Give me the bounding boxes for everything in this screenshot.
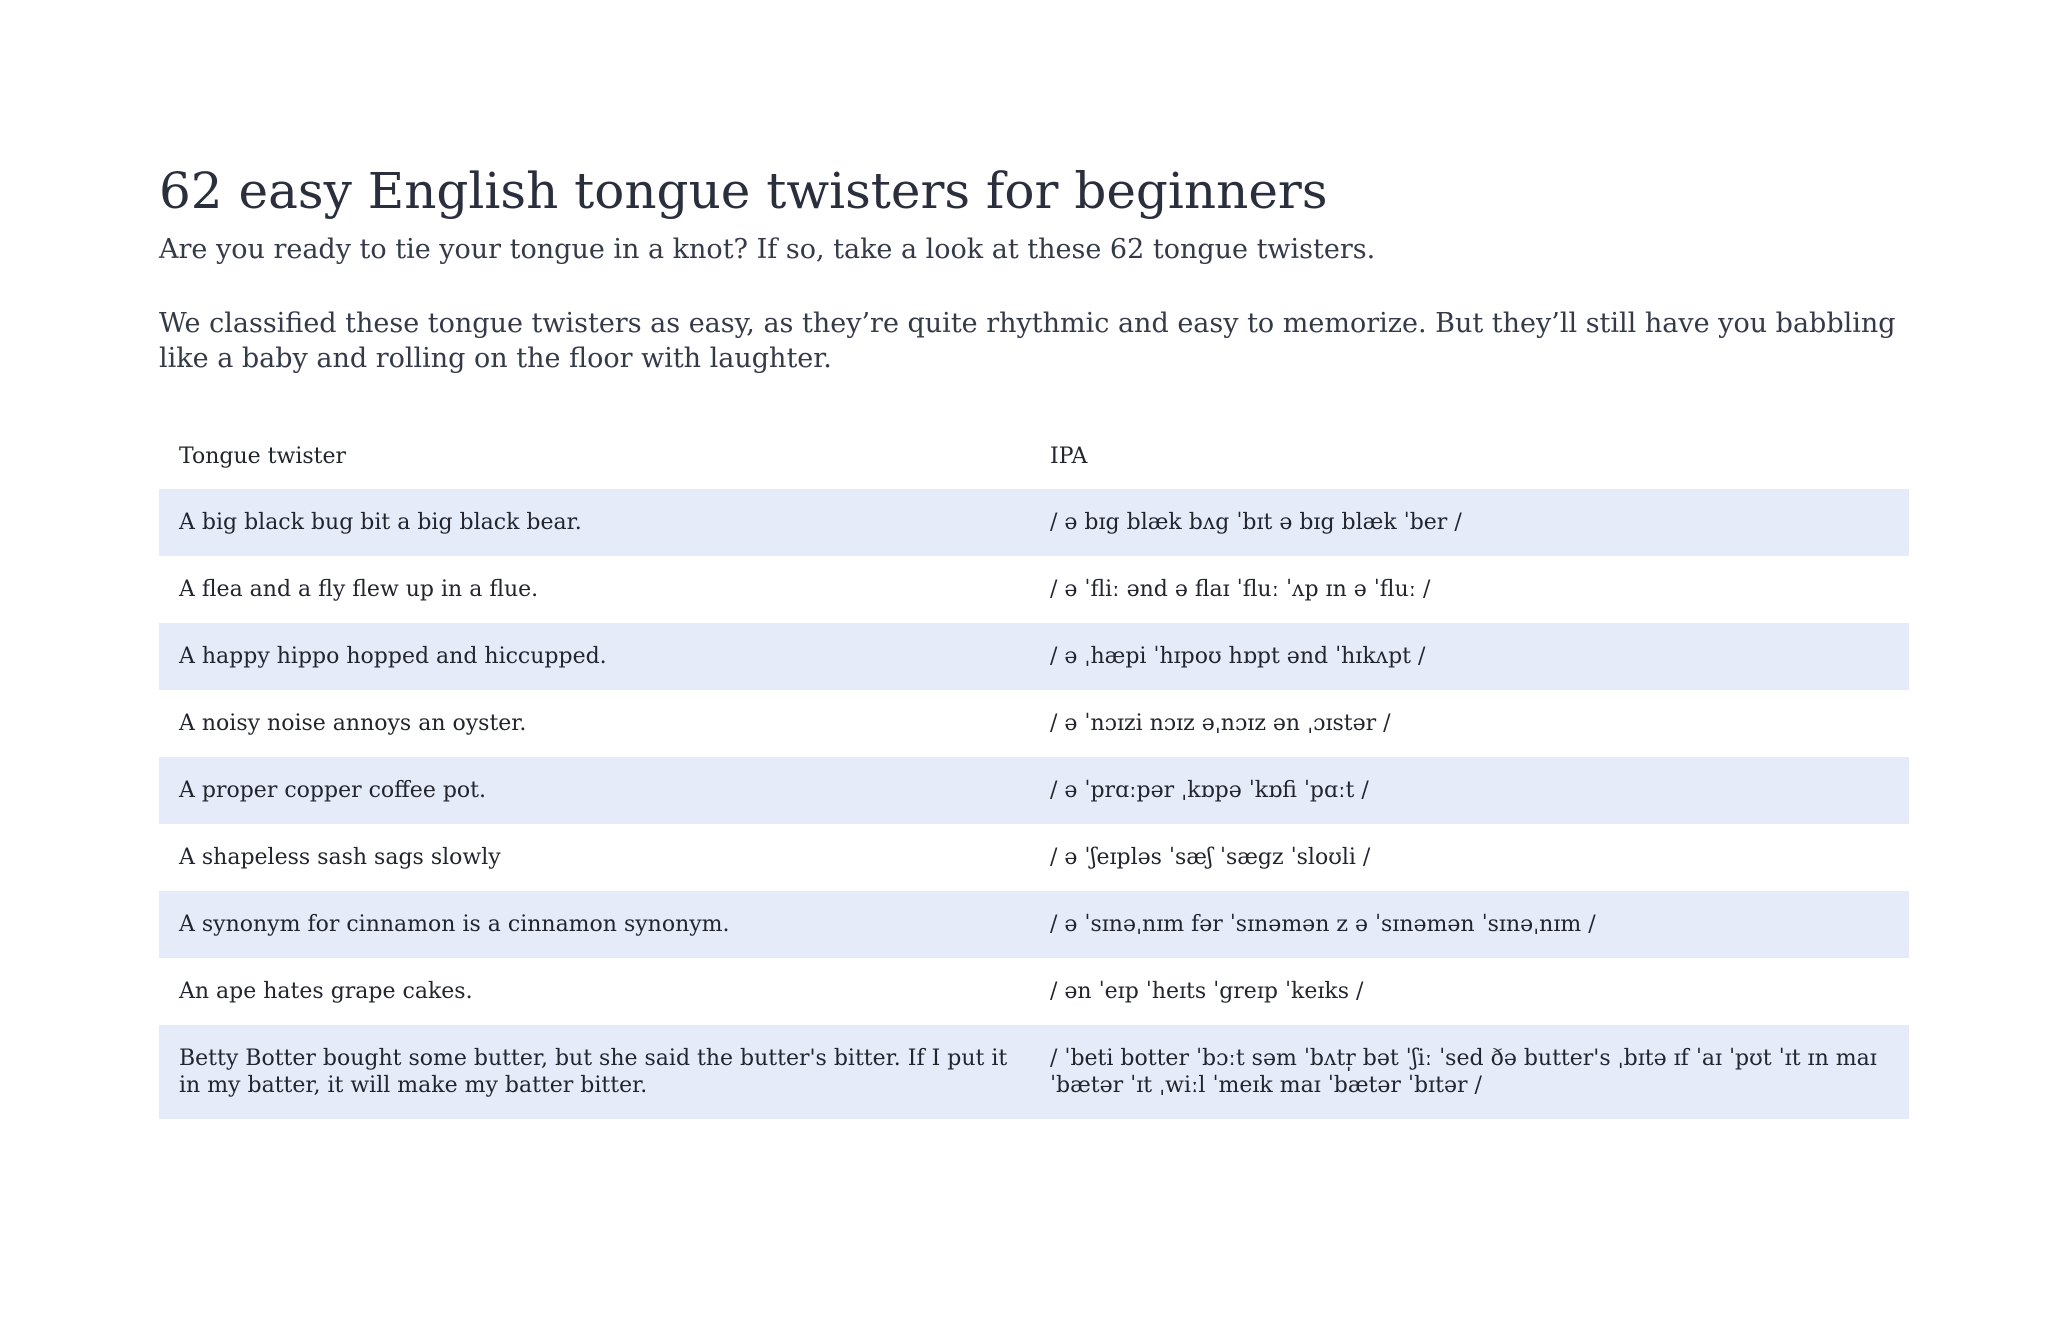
twister-cell: A shapeless sash sags slowly xyxy=(179,845,501,870)
page-title: 62 easy English tongue twisters for beginners xyxy=(159,162,1328,220)
ipa-cell: / ə ˈsɪnəˌnɪm fər ˈsɪnəmən z ə ˈsɪnəmən ˈsɪnəˌnɪm / xyxy=(1050,912,1596,937)
ipa-cell: / ə ˈnɔɪzi nɔɪz əˌnɔɪz ən ˌɔɪstər / xyxy=(1050,711,1391,736)
ipa-cell: / ə ˈprɑːpər ˌkɒpə ˈkɒfi ˈpɑːt / xyxy=(1050,778,1369,803)
ipa-cell: / ə ˈʃeɪpləs ˈsæʃ ˈsægz ˈsloʊli / xyxy=(1050,845,1371,870)
article xyxy=(159,160,1909,415)
table-row xyxy=(159,757,1909,824)
table-row xyxy=(159,891,1909,958)
twister-cell: An ape hates grape cakes. xyxy=(179,979,473,1004)
intro-paragraph: We classified these tongue twisters as easy, as they’re quite rhythmic and easy to memorize. But they’ll still have you babbling like a baby and rolling on the floor with laughter. xyxy=(159,308,1896,374)
ipa-cell: / ə ˌhæpi ˈhɪpoʊ hɒpt ənd ˈhɪkʌpt / xyxy=(1050,644,1426,669)
column-header-ipa: IPA xyxy=(1050,443,1088,469)
twister-cell: A big black bug bit a big black bear. xyxy=(179,510,582,535)
ipa-cell: / ə ˈfliː ənd ə flaɪ ˈfluː ˈʌp ɪn ə ˈfluː / xyxy=(1050,577,1431,602)
intro-paragraph: Are you ready to tie your tongue in a knot? If so, take a look at these 62 tongue twisters. xyxy=(159,234,1376,265)
ipa-cell: / ˈbeti botter ˈbɔːt səm ˈbʌtr̩ bət ˈʃiː ˈsed ðə butter's ˌbɪtə ɪf ˈaɪ ˈpʊt ˈɪt ɪn maɪ ˈbætər ˈɪt ˌwiːl ˈmeɪk maɪ ˈbætər ˈbɪtər / xyxy=(1050,1046,1877,1098)
column-header-tongue-twister: Tongue twister xyxy=(179,443,347,469)
table-row xyxy=(159,958,1909,1025)
table-row xyxy=(159,690,1909,757)
table-row xyxy=(159,556,1909,623)
twister-cell: A proper copper coffee pot. xyxy=(179,778,486,803)
table-row xyxy=(159,623,1909,690)
twister-cell: Betty Botter bought some butter, but she said the butter's bitter. If I put it in my batter, it will make my batter bitter. xyxy=(179,1046,1008,1098)
twister-cell: A flea and a fly flew up in a flue. xyxy=(179,577,539,602)
table-row xyxy=(159,489,1909,556)
tongue-twister-table xyxy=(159,423,1909,1119)
twister-cell: A happy hippo hopped and hiccupped. xyxy=(179,644,607,669)
twister-cell: A noisy noise annoys an oyster. xyxy=(179,711,527,736)
ipa-cell: / ə bɪg blæk bʌg ˈbɪt ə bɪg blæk ˈber / xyxy=(1050,510,1462,535)
ipa-cell: / ən ˈeɪp ˈheɪts ˈgreɪp ˈkeɪks / xyxy=(1050,979,1364,1004)
table-row xyxy=(159,1025,1909,1119)
table-row xyxy=(159,824,1909,891)
table-header-row xyxy=(159,423,1909,489)
twister-cell: A synonym for cinnamon is a cinnamon synonym. xyxy=(179,912,730,937)
article-intro xyxy=(159,232,1909,376)
